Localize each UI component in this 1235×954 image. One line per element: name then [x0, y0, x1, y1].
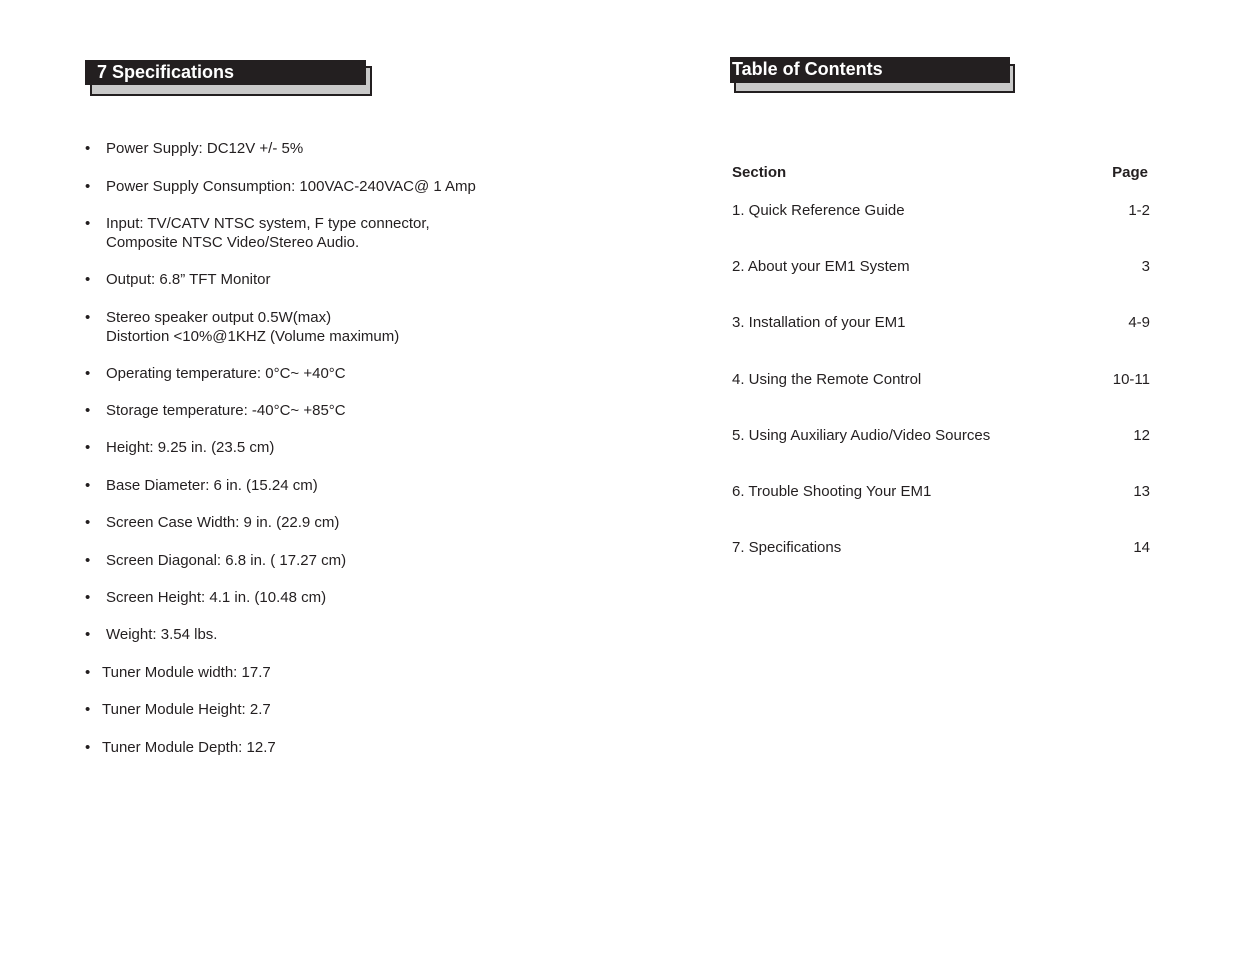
- toc-section-heading: Section: [732, 164, 787, 181]
- toc-page-number: 3: [1141, 258, 1150, 275]
- toc-row: [732, 313, 1150, 332]
- toc-section-title: 3. Installation of your EM1: [732, 314, 906, 331]
- bullet-icon: •: [85, 402, 91, 419]
- spec-text-line: Weight: 3.54 lbs.: [106, 626, 218, 643]
- bullet-icon: •: [85, 215, 91, 232]
- toc-section-title: 4. Using the Remote Control: [732, 371, 922, 388]
- spec-text-line: Composite NTSC Video/Stereo Audio.: [106, 234, 360, 251]
- toc-page-number: 1-2: [1128, 202, 1150, 219]
- bullet-icon: •: [85, 140, 91, 157]
- bullet-icon: •: [85, 271, 91, 288]
- bullet-icon: •: [85, 552, 91, 569]
- toc-section-title: 5. Using Auxiliary Audio/Video Sources: [732, 427, 991, 444]
- spec-text-line: Power Supply Consumption: 100VAC-240VAC@ 1 Amp: [106, 178, 476, 195]
- bullet-icon: •: [85, 439, 91, 456]
- toc-row: [732, 426, 1150, 445]
- toc-page-number: 10-11: [1112, 371, 1150, 388]
- spec-text-line: Operating temperature: 0°C~ +40°C: [106, 365, 346, 382]
- specifications-header: [85, 60, 375, 100]
- toc-page-number: 14: [1133, 539, 1150, 556]
- bullet-icon: •: [85, 626, 91, 643]
- spec-text-line: Screen Case Width: 9 in. (22.9 cm): [106, 514, 340, 531]
- bullet-icon: •: [85, 589, 91, 606]
- toc-row: [732, 538, 1150, 557]
- spec-text-line: Height: 9.25 in. (23.5 cm): [106, 439, 275, 456]
- toc-row: [732, 201, 1150, 220]
- bullet-icon: •: [85, 701, 91, 718]
- bullet-icon: •: [85, 309, 91, 326]
- spec-text-line: Output: 6.8” TFT Monitor: [106, 271, 271, 288]
- toc-section-title: 7. Specifications: [732, 539, 842, 556]
- toc-row: [732, 482, 1150, 501]
- spec-text-line: Stereo speaker output 0.5W(max): [106, 309, 332, 326]
- bullet-icon: •: [85, 739, 91, 756]
- toc-section-title: 1. Quick Reference Guide: [732, 202, 905, 219]
- toc-section-title: 2. About your EM1 System: [732, 258, 910, 275]
- spec-text-line: Tuner Module Height: 2.7: [102, 701, 271, 718]
- spec-text-line: Base Diameter: 6 in. (15.24 cm): [106, 477, 318, 494]
- toc-page-heading: Page: [1112, 164, 1148, 181]
- bullet-icon: •: [85, 664, 91, 681]
- toc-title: Table of Contents: [730, 57, 1010, 83]
- spec-text-line: Screen Diagonal: 6.8 in. ( 17.27 cm): [106, 552, 347, 569]
- spec-text-line: Tuner Module width: 17.7: [102, 664, 271, 681]
- spec-text-line: Distortion <10%@1KHZ (Volume maximum): [106, 328, 400, 345]
- specifications-title: 7 Specifications: [85, 60, 366, 85]
- bullet-icon: •: [85, 365, 91, 382]
- toc-header: [730, 57, 1020, 97]
- toc-page-number: 4-9: [1128, 314, 1150, 331]
- toc-row: [732, 370, 1150, 389]
- bullet-icon: •: [85, 178, 91, 195]
- toc-row: [732, 257, 1150, 276]
- spec-text-line: Storage temperature: -40°C~ +85°C: [106, 402, 346, 419]
- spec-text-line: Screen Height: 4.1 in. (10.48 cm): [106, 589, 327, 606]
- spec-text-line: Tuner Module Depth: 12.7: [102, 739, 276, 756]
- toc-page-number: 13: [1133, 483, 1150, 500]
- toc-page-number: 12: [1133, 427, 1150, 444]
- bullet-icon: •: [85, 514, 91, 531]
- spec-text-line: Power Supply: DC12V +/- 5%: [106, 140, 304, 157]
- spec-text-line: Input: TV/CATV NTSC system, F type connector,: [106, 215, 430, 232]
- bullet-icon: •: [85, 477, 91, 494]
- toc-section-title: 6. Trouble Shooting Your EM1: [732, 483, 932, 500]
